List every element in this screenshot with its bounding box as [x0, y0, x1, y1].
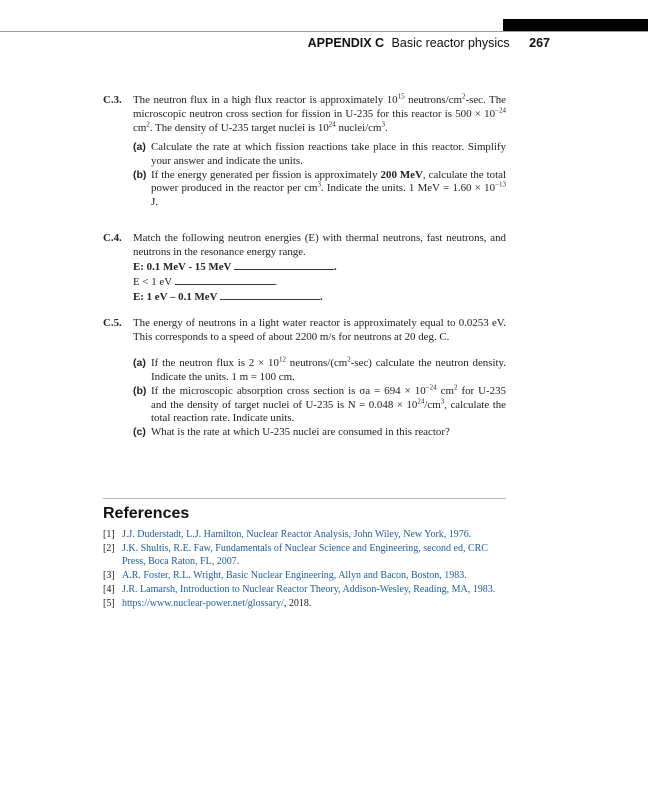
reference-item: [2] J.K. Shultis, R.E. Faw, Fundamentals of Nuclear Science and Engineering, second ed, CRC Press, Boca Raton, FL, 2007.	[103, 543, 488, 567]
reference-item: [3] A.R. Foster, R.L. Wright, Basic Nuclear Engineering, Allyn and Bacon, Boston, 1983.	[103, 570, 467, 581]
subpart-c: (c) What is the rate at which U-235 nuclei are consumed in this reactor?	[133, 426, 450, 439]
references-list	[103, 528, 506, 611]
problem-c4	[103, 232, 506, 305]
section-divider	[103, 498, 506, 499]
problem-number: C.5.	[103, 317, 122, 329]
problem-c3	[103, 94, 506, 210]
header-bar	[503, 19, 648, 31]
appendix-label: APPENDIX C	[307, 36, 385, 50]
subpart-a: (a) If the neutron flux is $2 \times 10^{12}$ neutrons/$(cm^2-\sec)$ calculate the neutron density. Indicate the units. 1 m = 100 cm.	[133, 355, 507, 383]
problem-number: C.3.	[103, 94, 122, 106]
reference-link[interactable]: https://www.nuclear-power.net/glossary/	[122, 598, 284, 609]
subpart-b: (b) If the energy generated per fission is approximately 200 MeV, calculate the total power produced in the reactor per $cm^3$. Indicate the units. 1 MeV = $1.60 \times 10^{-13}$ J.	[133, 168, 506, 209]
chapter-title: Basic reactor physics	[391, 36, 510, 50]
problem-text: The neutron flux in a high flux reactor is approximately $10^{15}$ neutrons/$cm^2-\sec$. The microscopic neutron cross section for fission in U-235 for this reactor is $500 \times 10^{-24}$ $cm^2$. The density of U-235 target nuclei is $10^{24}$ nuclei/$cm^3$.	[133, 92, 506, 134]
header-rule	[0, 31, 648, 32]
reference-item: [1] J.J. Duderstadt, L.J. Hamilton, Nuclear Reactor Analysis, John Wiley, New York, 1976.	[103, 529, 472, 540]
subpart-b: (b) If the microscopic absorption cross section is $\sigma a = 694 \times 10^{-24}$ $cm^2$ for U-235 and the density of target nuclei of U-235 is $N = 0.048 \times 10^{24}/cm^3$, calculate the total reaction rate. Indicate units.	[133, 383, 506, 425]
running-header	[308, 36, 550, 50]
reference-item: [4] J.R. Lamarsh, Introduction to Nuclear Reactor Theory, Addison-Wesley, Reading, MA, 1983.	[103, 584, 496, 595]
problem-text: The energy of neutrons in a light water reactor is approximately equal to 0.0253 eV. This corresponds to a speed of about 2200 m/s for neutrons at 20 deg. C.	[133, 317, 506, 343]
subpart-a: (a) Calculate the rate at which fission reactions take place in this reactor. Simplify your answer and indicate the units.	[133, 140, 506, 167]
energy-row-1: E: 0.1 MeV - 15 MeV .	[133, 260, 337, 273]
references-heading: References	[103, 505, 190, 522]
energy-row-3: E: 1 eV – 0.1 MeV .	[133, 290, 323, 303]
problem-text: Match the following neutron energies (E) with thermal neutrons, fast neutrons, and neutrons in the resonance energy range.	[133, 232, 506, 258]
problem-number: C.4.	[103, 232, 122, 244]
reference-item: [5] https://www.nuclear-power.net/glossary/, 2018.	[103, 598, 312, 609]
problem-c5	[103, 317, 506, 440]
energy-row-2: E < 1 eV .	[133, 275, 278, 288]
page-number: 267	[529, 36, 550, 50]
